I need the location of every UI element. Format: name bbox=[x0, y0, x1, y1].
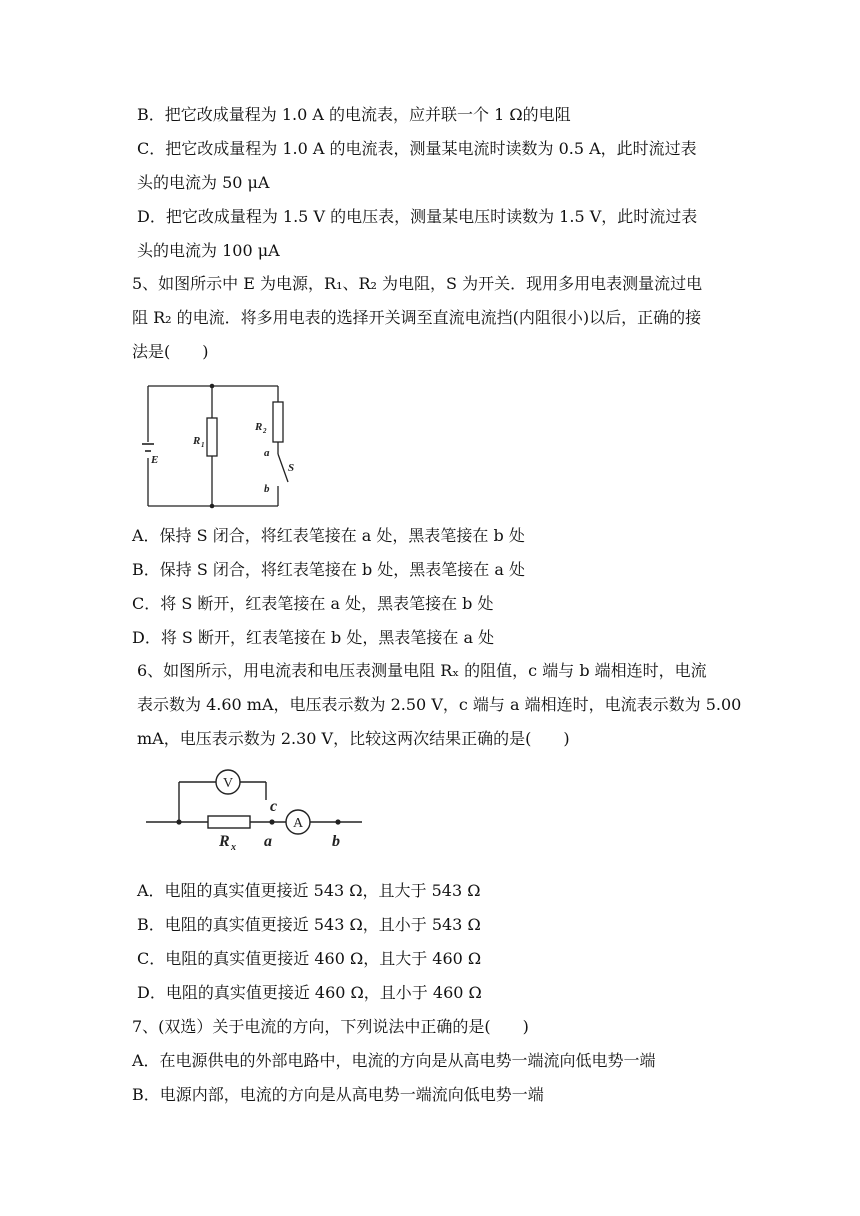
q5-label-r2: R bbox=[255, 421, 263, 433]
q6-label-a-meter: A bbox=[292, 816, 304, 831]
q4-option-c-line2: 头的电流为 50 μA bbox=[137, 173, 270, 192]
q5-circuit-diagram bbox=[130, 378, 320, 518]
q5-label-b: b bbox=[264, 483, 270, 495]
q6-stem-line3: mA，电压表示数为 2.30 V，比较这两次结果正确的是( ) bbox=[137, 729, 570, 748]
q5-label-r1: R bbox=[193, 435, 201, 447]
q5-option-b: B．保持 S 闭合，将红表笔接在 b 处，黑表笔接在 a 处 bbox=[132, 560, 526, 579]
q5-label-r1-sub: 1 bbox=[201, 441, 205, 449]
q5-option-a: A．保持 S 闭合，将红表笔接在 a 处，黑表笔接在 b 处 bbox=[132, 526, 525, 545]
q4-option-c-line1: C．把它改成量程为 1.0 A 的电流表，测量某电流时读数为 0.5 A，此时流过表 bbox=[137, 139, 697, 158]
q4-option-d-line1: D．把它改成量程为 1.5 V 的电压表，测量某电压时读数为 1.5 V，此时流过表 bbox=[137, 207, 698, 226]
q6-label-b: b bbox=[332, 833, 340, 850]
q7-option-b: B．电源内部，电流的方向是从高电势一端流向低电势一端 bbox=[132, 1085, 544, 1104]
q5-option-c: C．将 S 断开，红表笔接在 a 处，黑表笔接在 b 处 bbox=[132, 594, 494, 613]
q7-stem: 7、(双选）关于电流的方向，下列说法中正确的是( ) bbox=[132, 1017, 529, 1036]
q6-label-c: c bbox=[270, 798, 278, 815]
q6-circuit-diagram bbox=[140, 766, 370, 860]
q7-option-a: A．在电源供电的外部电路中，电流的方向是从高电势一端流向低电势一端 bbox=[132, 1051, 656, 1070]
q5-label-s: S bbox=[288, 462, 295, 474]
q5-option-d: D．将 S 断开，红表笔接在 b 处，黑表笔接在 a 处 bbox=[132, 628, 495, 647]
q6-stem-line2: 表示数为 4.60 mA，电压表示数为 2.50 V，c 端与 a 端相连时，电流表示数为 5.00 bbox=[137, 695, 742, 714]
q6-option-d: D．电阻的真实值更接近 460 Ω，且小于 460 Ω bbox=[137, 983, 482, 1002]
q5-label-a: a bbox=[264, 447, 270, 459]
q6-label-v: V bbox=[222, 776, 234, 791]
q6-option-a: A．电阻的真实值更接近 543 Ω，且大于 543 Ω bbox=[137, 881, 481, 900]
q6-label-a: a bbox=[264, 833, 272, 850]
q5-stem-line2: 阻 R₂ 的电流．将多用电表的选择开关调至直流电流挡(内阻很小)以后，正确的接 bbox=[132, 308, 702, 327]
q6-option-b: B．电阻的真实值更接近 543 Ω，且小于 543 Ω bbox=[137, 915, 481, 934]
q6-stem-line1: 6、如图所示，用电流表和电压表测量电阻 Rₓ 的阻值，c 端与 b 端相连时，电流 bbox=[137, 661, 707, 680]
q6-option-c: C．电阻的真实值更接近 460 Ω，且大于 460 Ω bbox=[137, 949, 482, 968]
q5-stem-line1: 5、如图所示中 E 为电源，R₁、R₂ 为电阻，S 为开关．现用多用电表测量流过电 bbox=[132, 274, 703, 293]
q4-option-b: B．把它改成量程为 1.0 A 的电流表，应并联一个 1 Ω的电阻 bbox=[137, 105, 571, 124]
q5-label-e: E bbox=[151, 454, 159, 466]
q6-label-rx: R bbox=[219, 833, 230, 850]
q5-label-r2-sub: 2 bbox=[263, 427, 267, 435]
q5-stem-line3: 法是( ) bbox=[132, 342, 209, 361]
q6-label-rx-sub: x bbox=[231, 842, 236, 853]
q4-option-d-line2: 头的电流为 100 μA bbox=[137, 241, 280, 260]
